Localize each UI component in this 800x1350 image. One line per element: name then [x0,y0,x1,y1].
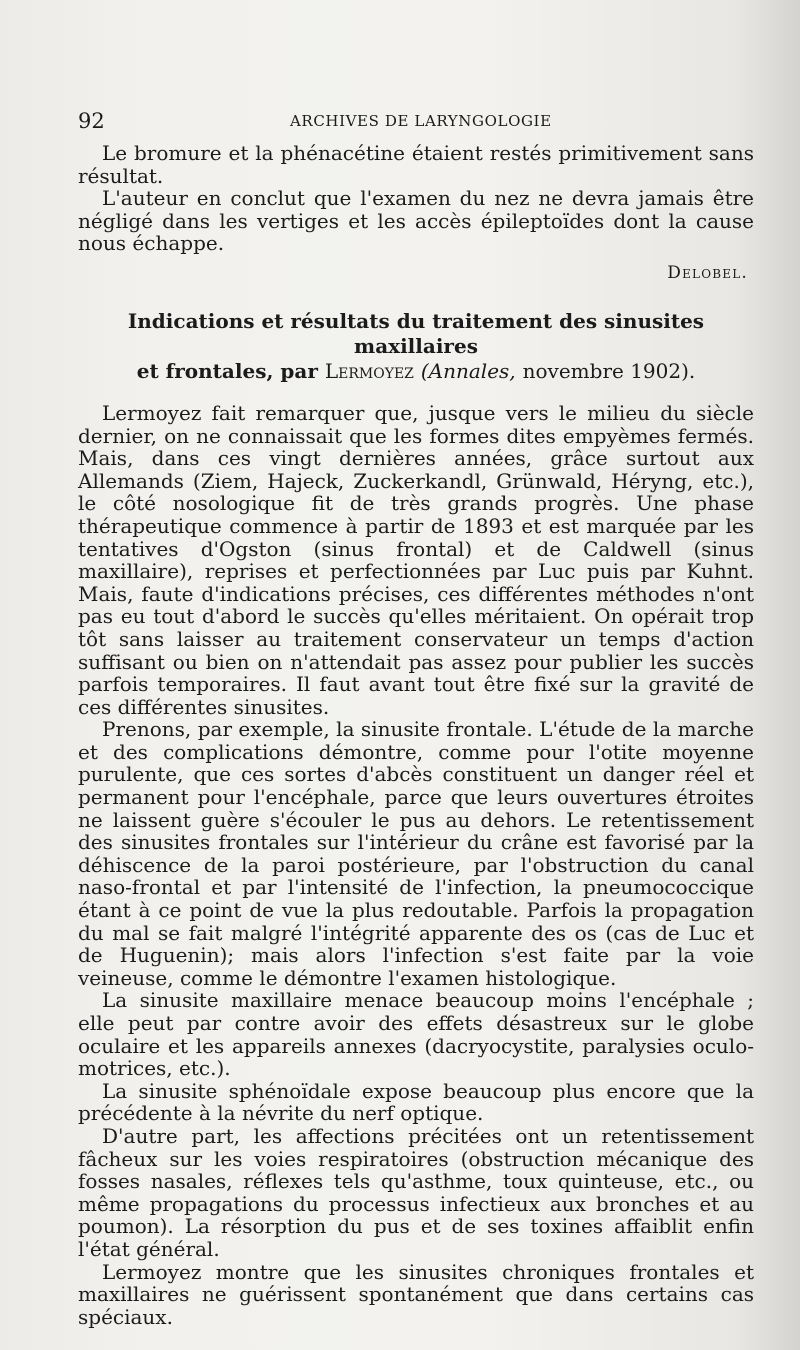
intro-paragraph-1: Le bromure et la phénacétine étaient restés primitivement sans résultat. [78,141,754,188]
body-paragraph-5: D'autre part, les affections précitées ont un retentissement fâcheux sur les voies respiratoires (obstruction mécanique des fosses nasales, réflexes tels qu'asthme, toux quinteuse, etc., ou même propagations du processus infectieux aux bronches et au poumon). La résorption du pus et de ses toxines affaiblit enfin l'état général. [78,1123,754,1261]
section-title-author: Lermoyez [324,358,414,383]
section-title-date: novembre 1902). [522,358,696,383]
section-title-line-1: Indications et résultats du traitement des sinusites maxillaires [127,308,705,358]
intro-paragraph-2: L'auteur en conclut que l'examen du nez ne devra jamais être négligé dans les vertiges et les accès épileptoïdes dont la cause nous échappe. [78,186,754,256]
section-title [78,309,754,384]
body-paragraph-6: Lermoyez montre que les sinusites chroniques frontales et maxillaires ne guérissent spontanément que dans certains cas spéciaux. [78,1259,754,1329]
page-header [78,104,768,138]
body-paragraph-3: La sinusite maxillaire menace beaucoup moins l'encéphale ; elle peut par contre avoir des effets désastreux sur le globe oculaire et les appareils annexes (dacryocystite, paralysies oculo-motrices, etc.). [78,988,754,1081]
page-number: 92 [78,109,105,133]
section-title-prefix: et frontales, par [136,358,318,383]
running-head: ARCHIVES DE LARYNGOLOGIE [290,112,552,130]
page-body [78,142,754,1328]
body-paragraph-2: Prenons, par exemple, la sinusite frontale. L'étude de la marche et des complications démontre, comme pour l'otite moyenne purulente, que ces sortes d'abcès constituent un danger réel et permanent pour l'encéphale, parce que leurs ouvertures étroites ne laissent guère s'écouler le pus au dehors. Le retentissement des sinusites frontales sur l'intérieur du crâne est favorisé par la déhiscence de la paroi postérieure, par l'obstruction du canal naso-frontal et par l'intensité de l'infection, la pneumococcique étant à ce point de vue la plus redoutable. Parfois la propagation du mal se fait malgré l'intégrité apparente des os (cas de Luc et de Huguenin); mais alors l'infection s'est faite par la voie veineuse, comme le démontre l'examen histologique. [78,717,754,990]
body-paragraph-4: La sinusite sphénoïdale expose beaucoup plus encore que la précédente à la névrite du nerf optique. [78,1078,754,1126]
section-title-journal: (Annales, [420,358,516,383]
section-title-line-2 [78,359,754,384]
body-paragraph-1: Lermoyez fait remarquer que, jusque vers le milieu du siècle dernier, on ne connaissait que les formes dites empyèmes fermés. Mais, dans ces vingt dernières années, grâce surtout aux Allemands (Ziem, Hajeck, Zuckerkandl, Grünwald, Héryng, etc.), le côté nosologique fit de très grands progrès. Une phase thérapeutique commence à partir de 1893 et est marquée par les tentatives d'Ogston (sinus frontal) et de Caldwell (sinus maxillaire), reprises et perfectionnées par Luc puis par Kuhnt. Mais, faute d'indications précises, ces différentes méthodes n'ont pas eu tout d'abord le succès qu'elles méritaient. On opérait trop tôt sans laisser au traitement conservateur un temps d'action suffisant ou bien on n'attendait pas assez pour publier les succès parfois temporaires. Il faut avant tout être fixé sur la gravité de ces différentes sinusites. [78,400,754,719]
reviewer-signature: Delobel. [667,262,748,283]
